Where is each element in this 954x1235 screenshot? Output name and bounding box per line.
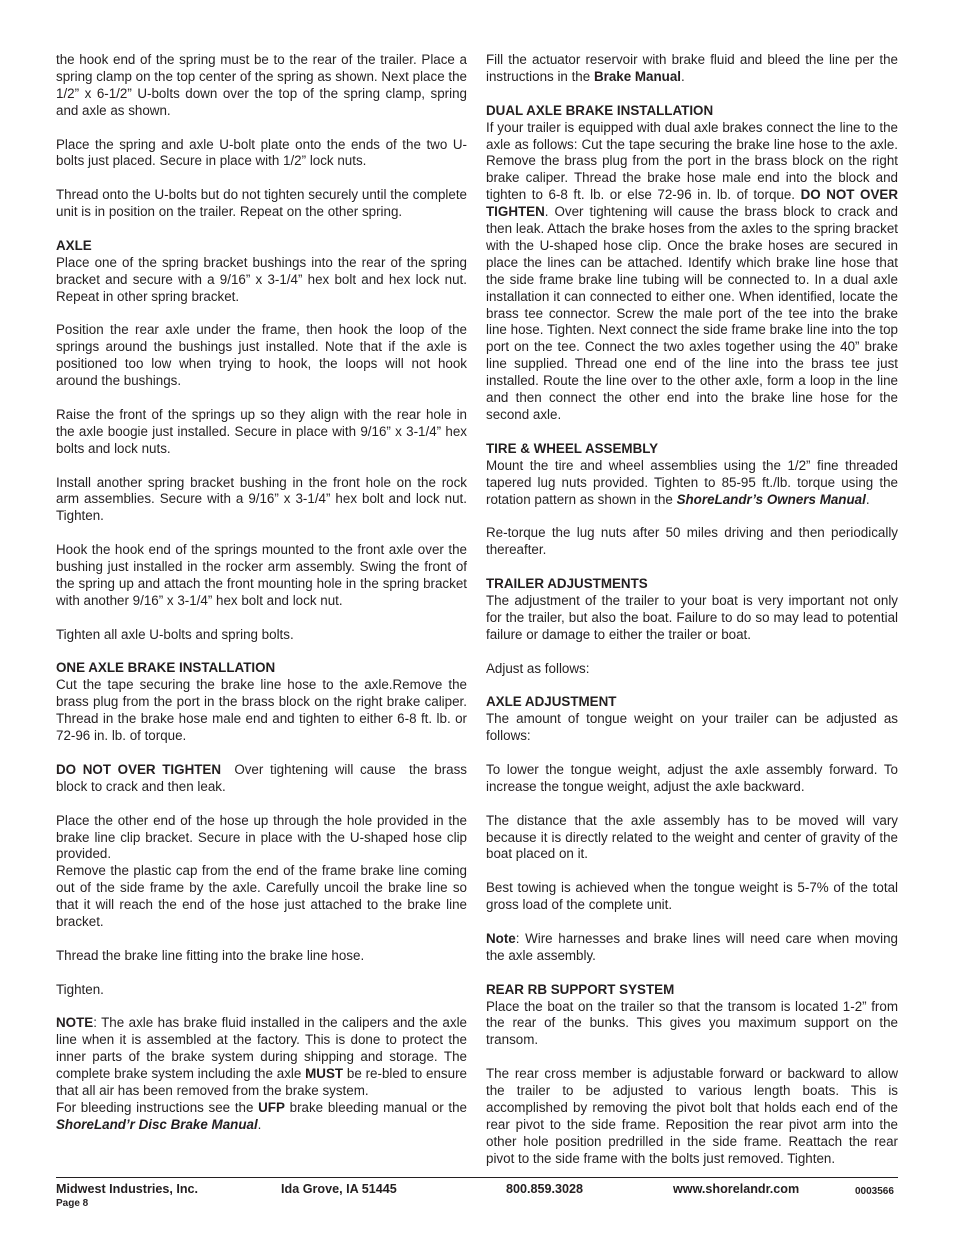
paragraph: Best towing is achieved when the tongue weight is 5-7% of the total gross load of the complete unit. <box>486 880 898 913</box>
tire-paragraph <box>486 458 898 509</box>
footer-city: Ida Grove, IA 51445 <box>281 1182 397 1196</box>
paragraph: Place the other end of the hose up through the hole provided in the brake line clip bracket. Secure in place with the U-shaped hose clip provided. <box>56 812 467 862</box>
section-heading-axle-adjustment: AXLE ADJUSTMENT <box>486 694 617 710</box>
paragraph: The amount of tongue weight on your trailer can be adjusted as follows: <box>486 711 898 744</box>
paragraph: Tighten all axle U-bolts and spring bolts. <box>56 626 294 642</box>
tire-text: Mount the tire and wheel assemblies using the 1/2” fine threaded tapered lug nuts provided. Tighten to 85-95 ft./lb. torque using the rotation pattern as shown in the <box>486 457 898 507</box>
note-paragraph <box>56 1015 467 1100</box>
paragraph: Re-torque the lug nuts after 50 miles driving and then periodically thereafter. <box>486 525 898 558</box>
tire-manual-title: ShoreLandr’s Owners Manual <box>676 491 866 507</box>
warning-label: DO NOT OVER TIGHTEN <box>56 761 222 777</box>
paragraph: Thread the brake line fitting into the brake line hose. <box>56 947 365 963</box>
section-heading-axle: AXLE <box>56 237 92 253</box>
paragraph: Tighten. <box>56 981 104 997</box>
page-number: Page 8 <box>56 1198 89 1209</box>
paragraph: The adjustment of the trailer to your boat is very important not only for the trailer, but also the boat. Failure to do so may lead to potential failure or damage to either the trailer or boat. <box>486 592 898 642</box>
paragraph: Hook the hook end of the springs mounted to the front axle over the bushing just installed in the rocker arm assembly. Swing the front of the spring up and attach the front mounting hole in the spring bracket with another 9/16” x 3-1/4” hex bolt and lock nut. <box>56 542 467 608</box>
section-heading-trailer-adjustments: TRAILER ADJUSTMENTS <box>486 576 648 592</box>
section-heading-rear-rb-support: REAR RB SUPPORT SYSTEM <box>486 981 675 997</box>
paragraph: Position the rear axle under the frame, then hook the loop of the springs around the bushings just installed. Note that if the axle is positioned too low when trying to hook, the loops will not hook around the bushings. <box>56 322 467 389</box>
paragraph: The distance that the axle assembly has to be moved will vary because it is directly related to the weight and center of gravity of the boat placed on it. <box>486 812 898 862</box>
dual-text: If your trailer is equipped with dual axle brakes connect the line to the axle as follows: Cut the tape securing the brake line hose to the axle. Remove the brass plug from the port in the brass block on the right brake caliper. Thread the brake hose male end into the block and tighten to 6-8 ft. lb. or else 72-96 in. lb. of torque. <box>486 119 898 203</box>
fill-paragraph <box>486 52 898 86</box>
paragraph: Install another spring bracket bushing in the front hole on the rock arm assemblies. Secure with a 9/16” x 3-1/4” hex bolt and lock nut. Tighten. <box>56 474 467 524</box>
warning-text: Over tightening will cause the brass block to crack and then leak. <box>56 761 471 794</box>
dual-text: . Over tightening will cause the brass block to crack and then leak. Attach the brake hoses from the axles to the spring bracket with the U-shaped hose clip. Once the brake hoses are secured in place the lines can be attached. Identify which brake line hose that the side frame brake line tubing will be connected to. In a dual axle installation it can connected to either one. When identified, locate the brass tee connector. Screw the male port of the tee into the brake line hose. Tighten. Next connect the side frame brake line into the top port on the tee. Connect the two axles together using the 40” brake line supplied. Thread one end of the line into the brass tee just installed. Route the line over to the other axle, form a loop in the line and then connect the other end into the brake line hose for the second axle. <box>486 204 898 423</box>
paragraph: The rear cross member is adjustable forward or backward to allow the trailer to be adjusted to various length boats. This is accomplished by removing the pivot bolt that holds each end of the rear pivot to the side frame. Reposition the rear pivot arm into the other hole position predrilled in the side frame. Reattach the rear pivot to the side frame with the bolts just removed. Tighten. <box>486 1066 898 1166</box>
paragraph: Place the spring and axle U-bolt plate onto the ends of the two U-bolts just placed. Secure in place with 1/2” lock nuts. <box>56 136 467 169</box>
note-text: be re-bled to ensure that all air has been removed from the brake system. <box>56 1066 467 1099</box>
note-label: NOTE <box>56 1015 94 1031</box>
footer-divider <box>56 1177 898 1178</box>
note-text: : Wire harnesses and brake lines will need care when moving the axle assembly. <box>486 930 898 963</box>
bleeding-paragraph <box>56 1100 467 1134</box>
footer-document-code: 0003566 <box>855 1186 894 1197</box>
paragraph: To lower the tongue weight, adjust the axle assembly forward. To increase the tongue weight, adjust the axle backward. <box>486 761 898 794</box>
section-heading-dual-axle-brake: DUAL AXLE BRAKE INSTALLATION <box>486 102 714 118</box>
footer-website: www.shorelandr.com <box>673 1182 800 1196</box>
footer-phone: 800.859.3028 <box>506 1182 584 1196</box>
dual-warning: DO NOT OVER TIGHTEN <box>486 187 898 220</box>
fill-manual-title: Brake Manual <box>593 68 682 84</box>
note-must: MUST <box>305 1066 344 1082</box>
fill-text: . <box>681 68 685 84</box>
bleed-ufp: UFP <box>258 1099 285 1115</box>
warning-paragraph <box>56 761 471 796</box>
paragraph: Place the boat on the trailer so that the transom is located 1-2” from the rear of the bunks. This gives you maximum support on the transom. <box>486 998 898 1048</box>
paragraph: Cut the tape securing the brake line hose to the axle.Remove the brass plug from the port in the brass block on the right brake caliper. Thread in the brake hose male end and tighten to either 6-8 ft. lb. or 72-96 in. lb. of torque. <box>56 677 467 744</box>
footer-company: Midwest Industries, Inc. <box>56 1182 199 1196</box>
bleed-text: . <box>257 1116 262 1132</box>
right-column <box>486 52 898 1168</box>
left-column <box>56 52 471 1134</box>
bleed-manual-title: ShoreLand’r Disc Brake Manual <box>56 1116 258 1132</box>
tire-text: . <box>865 491 870 507</box>
note-label: Note <box>486 930 516 946</box>
paragraph: Place one of the spring bracket bushings into the rear of the spring bracket and secure with a 9/16” x 3-1/4” hex bolt and hex lock nut. Repeat in other spring bracket. <box>56 254 467 304</box>
paragraph: Remove the plastic cap from the end of the frame brake line coming out of the side frame by the axle. Carefully uncoil the brake line so that it will reach the end of the hose just attached to the brake line bracket. <box>56 863 467 930</box>
note-text: : The axle has brake fluid installed in the calipers and the axle line when it is assembled at the factory. This is done to protect the inner parts of the brake system during shipping and storage. The complete brake system including the axle <box>56 1015 467 1082</box>
fill-text: Fill the actuator reservoir with brake fluid and bleed the line per the instructions in the <box>486 52 898 84</box>
section-heading-tire-wheel: TIRE & WHEEL ASSEMBLY <box>486 440 659 456</box>
bleed-text: For bleeding instructions see the <box>56 1099 259 1115</box>
dual-axle-paragraph <box>486 120 898 424</box>
paragraph: Adjust as follows: <box>486 660 590 676</box>
note-paragraph <box>486 931 898 965</box>
paragraph: Thread onto the U-bolts but do not tighten securely until the complete unit is in position on the trailer. Repeat on the other spring. <box>56 187 467 220</box>
section-heading-one-axle-brake: ONE AXLE BRAKE INSTALLATION <box>56 660 276 676</box>
bleed-text: brake bleeding manual or the <box>284 1099 467 1115</box>
paragraph: the hook end of the spring must be to the rear of the trailer. Place a spring clamp on the top center of the spring as shown. Next place the 1/2” x 6-1/2” U-bolts down over the top of the spring clamp, spring and axle as shown. <box>56 52 467 118</box>
paragraph: Raise the front of the springs up so they align with the rear hole in the axle boogie just installed. Secure in place with 9/16” x 3-1/4” hex bolts and lock nuts. <box>56 406 467 456</box>
